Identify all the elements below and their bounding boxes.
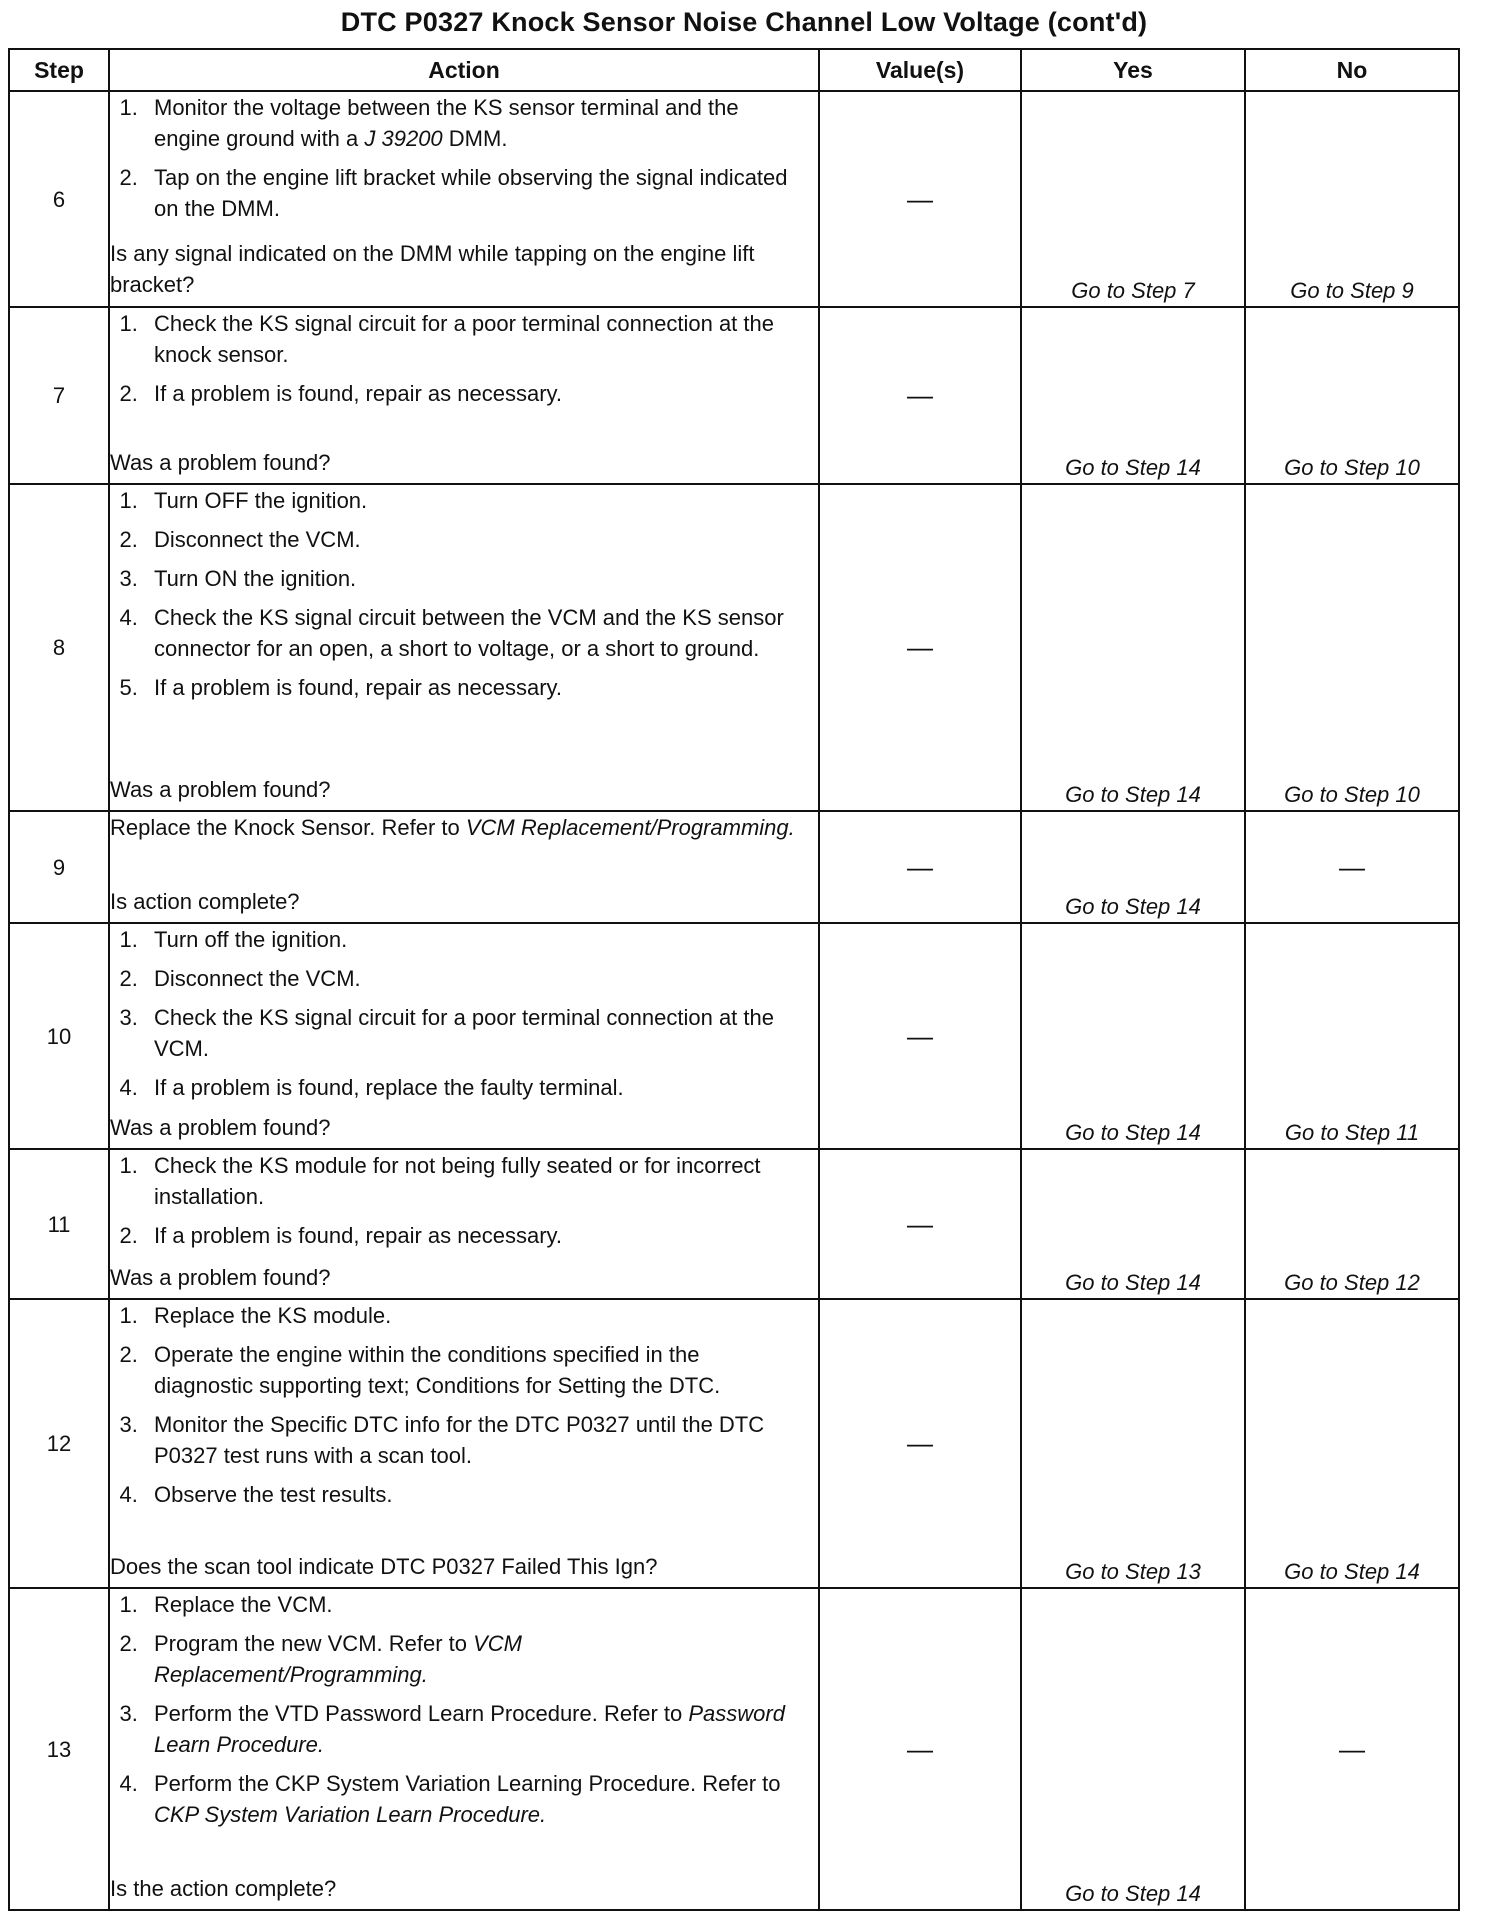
list-item: 1. Check the KS module for not being fully seated or for incorrect installation. [144,1150,798,1212]
action-question: Does the scan tool indicate DTC P0327 Failed This Ign? [110,1554,658,1579]
table-row [9,91,1459,307]
reference-link: Password Learn Procedure. [154,1701,785,1757]
action-list [110,1300,818,1518]
yes-cell: Go to Step 7 [1021,91,1245,307]
action-text-prefix: Replace the Knock Sensor. Refer to [110,815,466,840]
list-item: 4. Observe the test results. [144,1479,798,1510]
no-cell: — [1245,1588,1459,1910]
action-cell [109,484,819,811]
list-item: 1. Turn off the ignition. [144,924,798,955]
list-item: 2. Tap on the engine lift bracket while observing the signal indicated on the DMM. [144,162,798,224]
action-list [110,485,818,711]
action-list [110,92,818,232]
list-item: 2. Operate the engine within the conditions specified in the diagnostic supporting text; Conditions for Setting the DTC. [144,1339,798,1401]
list-item: 1. Turn OFF the ignition. [144,485,798,516]
no-cell: Go to Step 14 [1245,1299,1459,1588]
no-cell: Go to Step 11 [1245,923,1459,1149]
list-item: 2. Disconnect the VCM. [144,963,798,994]
list-item-text: Program the new VCM. Refer to [154,1631,474,1656]
yes-cell: Go to Step 14 [1021,923,1245,1149]
step-number: 11 [9,1149,109,1299]
yes-cell: Go to Step 14 [1021,811,1245,923]
value-cell: — [819,484,1021,811]
yes-cell: Go to Step 14 [1021,307,1245,484]
list-item-text: Perform the VTD Password Learn Procedure. Refer to [154,1701,689,1726]
list-item: 3. Turn ON the ignition. [144,563,798,594]
action-cell [109,811,819,923]
step-number: 12 [9,1299,109,1588]
yes-cell: Go to Step 14 [1021,484,1245,811]
diagnostic-table [8,48,1460,1911]
action-cell [109,923,819,1149]
action-list [110,1589,818,1838]
action-cell [109,1149,819,1299]
no-cell: Go to Step 10 [1245,307,1459,484]
action-text [110,812,818,843]
action-question: Is action complete? [110,889,300,914]
list-item [144,1698,798,1760]
value-cell: — [819,1299,1021,1588]
page-title: DTC P0327 Knock Sensor Noise Channel Low Voltage (cont'd) [340,7,1148,37]
table-header-row [9,49,1459,91]
step-number: 8 [9,484,109,811]
reference-link: VCM Replacement/Programming. [465,815,795,840]
action-list [110,1150,818,1259]
list-item: 5. If a problem is found, repair as necessary. [144,672,798,703]
list-item: 1. Replace the KS module. [144,1300,798,1331]
action-question: Is any signal indicated on the DMM while tapping on the engine lift bracket? [110,241,755,297]
value-cell: — [819,91,1021,307]
value-cell: — [819,811,1021,923]
list-item [144,1628,798,1690]
yes-cell: Go to Step 13 [1021,1299,1245,1588]
action-cell [109,91,819,307]
value-cell: — [819,1588,1021,1910]
header-values: Value(s) [819,49,1021,91]
list-item: 3. Check the KS signal circuit for a poor terminal connection at the VCM. [144,1002,798,1064]
no-cell: — [1245,811,1459,923]
list-item: 1. Monitor the voltage between the KS sensor terminal and the engine ground with a J 39200 DMM. [144,92,798,154]
action-cell [109,1299,819,1588]
no-cell: Go to Step 10 [1245,484,1459,811]
step-number: 13 [9,1588,109,1910]
list-item [144,1589,798,1620]
step-number: 7 [9,307,109,484]
table-row [9,1149,1459,1299]
value-cell: — [819,307,1021,484]
reference-link: VCM Replacement/Programming. [154,1631,523,1687]
value-cell: — [819,923,1021,1149]
list-item: 2. If a problem is found, repair as necessary. [144,378,798,409]
action-cell [109,307,819,484]
step-number: 6 [9,91,109,307]
table-row [9,1299,1459,1588]
list-item [144,1768,798,1830]
list-item: 3. Monitor the Specific DTC info for the DTC P0327 until the DTC P0327 test runs with a scan tool. [144,1409,798,1471]
list-item: 4. Check the KS signal circuit between the VCM and the KS sensor connector for an open, a short to voltage, or a short to ground. [144,602,798,664]
no-cell: Go to Step 12 [1245,1149,1459,1299]
yes-cell: Go to Step 14 [1021,1588,1245,1910]
value-cell: — [819,1149,1021,1299]
action-question: Is the action complete? [110,1876,337,1901]
list-item: 4. If a problem is found, replace the faulty terminal. [144,1072,798,1103]
header-yes: Yes [1021,49,1245,91]
list-item: 2. Disconnect the VCM. [144,524,798,555]
header-no: No [1245,49,1459,91]
action-list [110,924,818,1111]
table-row [9,811,1459,923]
table-row [9,484,1459,811]
list-item: 1. Check the KS signal circuit for a poor terminal connection at the knock sensor. [144,308,798,370]
action-question: Was a problem found? [110,1115,331,1140]
action-question: Was a problem found? [110,777,331,802]
header-step: Step [9,49,109,91]
no-cell: Go to Step 9 [1245,91,1459,307]
action-list [110,308,818,417]
action-question: Was a problem found? [110,1265,331,1290]
list-item: 2. If a problem is found, repair as necessary. [144,1220,798,1251]
list-item-text: Replace the VCM. [154,1592,333,1617]
table-row [9,1588,1459,1910]
header-action: Action [109,49,819,91]
table-row [9,307,1459,484]
list-item-text: Perform the CKP System Variation Learning Procedure. Refer to [154,1771,781,1796]
yes-cell: Go to Step 14 [1021,1149,1245,1299]
step-number: 10 [9,923,109,1149]
step-number: 9 [9,811,109,923]
action-cell [109,1588,819,1910]
table-row [9,923,1459,1149]
reference-link: CKP System Variation Learn Procedure. [154,1802,547,1827]
action-question: Was a problem found? [110,450,331,475]
